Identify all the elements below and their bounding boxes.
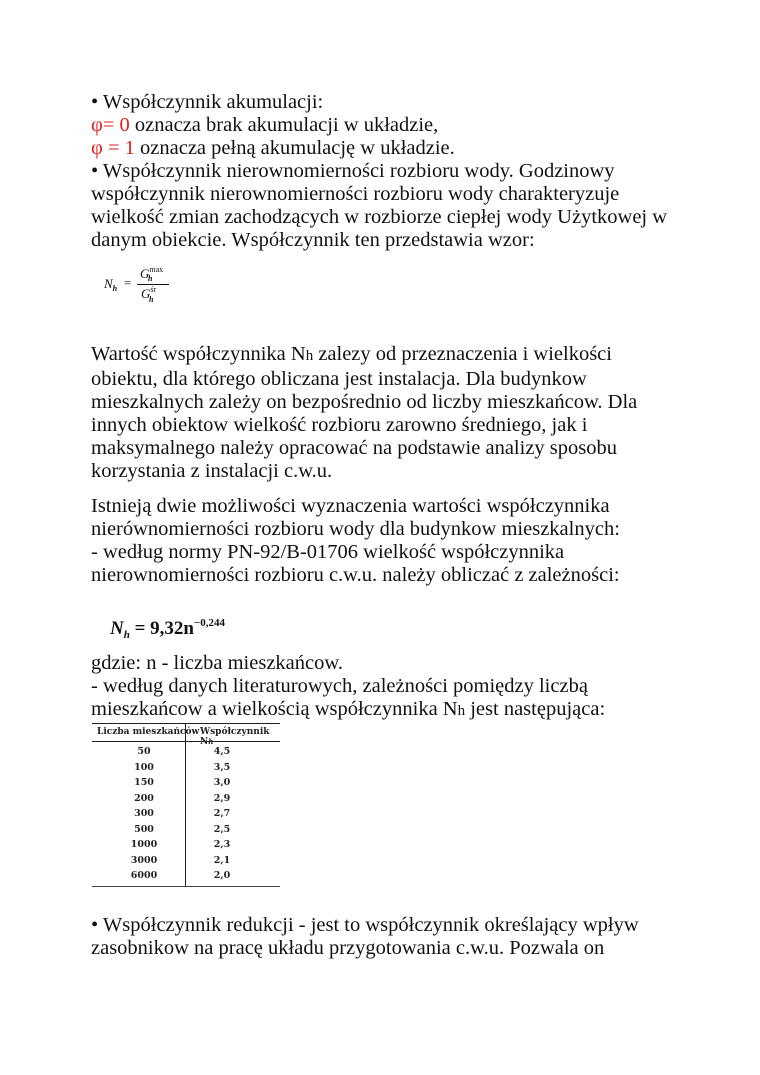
- formula2-exponent: −0,244: [194, 617, 226, 629]
- table-cell-residents: 300: [134, 808, 154, 819]
- paragraph-methods: [91, 495, 691, 587]
- table-cell-coefficient: 4,5: [213, 746, 231, 757]
- text-line: danym obiekcie. Współczynnik ten przedstawia wzor:: [91, 229, 535, 251]
- table-top-rule: [92, 723, 280, 724]
- table-header-residents: Liczba mieszkańców: [97, 727, 200, 737]
- formula2-rhs: = 9,32n: [129, 618, 195, 639]
- table-cell-coefficient: 2,5: [213, 823, 231, 835]
- paragraph-reduction: [91, 914, 691, 960]
- text-line: zasobnikow na pracę układu przygotowania c.w.u. Pozwala on: [91, 937, 605, 959]
- phi-one-text: oznacza pełną akumulację w układzie.: [134, 137, 455, 159]
- table-cell-coefficient: 2,3: [213, 839, 231, 850]
- table-cell-coefficient: 3,0: [213, 777, 231, 788]
- text-line: - według normy PN-92/B-01706 wielkość współczynnika: [91, 541, 565, 563]
- text-line: gdzie: n - liczba mieszkańcow.: [91, 652, 343, 674]
- text-line: innych obiektow wielkość rozbioru zarowno średniego, jak i: [91, 414, 588, 436]
- formula-nh-power: [110, 618, 270, 644]
- table-header-coefficient: Współczynnik Nh: [200, 727, 270, 747]
- table-cell-coefficient: 2,9: [213, 792, 231, 804]
- text-line: maksymalnego należy opracować na podstawie analizy sposobu: [91, 437, 617, 459]
- paragraph-accumulation: [91, 91, 691, 252]
- table-cell-residents: 3000: [130, 854, 158, 866]
- paragraph-nh-value: [91, 343, 691, 483]
- phi-one-symbol: φ = 1: [91, 137, 135, 159]
- formula1-equals: =: [124, 275, 132, 290]
- table-cell-coefficient: 2,0: [213, 870, 231, 881]
- table-cell-coefficient: 3,5: [213, 761, 231, 773]
- bullet-accumulation-heading: • Współczynnik akumulacji:: [91, 91, 324, 113]
- table-column-divider: [185, 723, 186, 887]
- text-line: Istnieją dwie możliwości wyznaczenia wartości współczynnika: [91, 495, 610, 517]
- phi-zero-text: oznacza brak akumulacji w układzie,: [129, 114, 439, 136]
- formula1-denominator-sub: h: [149, 295, 154, 304]
- table-cell-coefficient: 2,7: [213, 808, 231, 819]
- residents-coefficient-table: [92, 723, 280, 887]
- phi-zero-line: [91, 114, 691, 137]
- text-line: obiektu, dla którego obliczana jest instalacja. Dla budynkow: [91, 368, 587, 390]
- phi-zero-symbol: φ= 0: [91, 114, 130, 136]
- text-line: - według danych literaturowych, zależności pomiędzy liczbą: [91, 675, 588, 697]
- text-line: • Współczynnik redukcji - jest to współczynnik określający wpływ: [91, 914, 639, 936]
- formula-nh-ratio: [100, 264, 210, 310]
- text-line: nierównomierności rozbioru wody dla budynkow mieszkalnych:: [91, 518, 620, 540]
- formula1-denominator: $G^{śr}$: [141, 285, 157, 301]
- table-cell-residents: 200: [134, 792, 154, 804]
- phi-one-line: [91, 137, 691, 160]
- table-bottom-rule: [92, 886, 280, 887]
- text-line: wielkość zmian zachodzących w rozbiorze ciepłej wody Użytkowej w: [91, 206, 668, 228]
- text-line: korzystania z instalacji c.w.u.: [91, 460, 333, 482]
- text-line: nierownomierności rozbioru c.w.u. należy obliczać z zależności:: [91, 564, 620, 586]
- paragraph-literature: [91, 652, 691, 723]
- formula1-numerator-sub: h: [148, 274, 153, 283]
- nh-intro-line: Wartość współczynnika Nh zalezy od przeznaczenia i wielkości: [91, 343, 612, 365]
- text-line: współczynnik nierownomierności rozbioru wody charakteryzuje: [91, 183, 620, 205]
- table-cell-residents: 1000: [130, 839, 158, 850]
- table-cell-residents: 500: [134, 823, 154, 835]
- text-line: mieszkalnych zależy on bezpośrednio od liczby mieszkańcow. Dla: [91, 391, 638, 413]
- formula1-numerator: $G^{max}$: [140, 265, 164, 281]
- table-cell-residents: 50: [137, 746, 151, 757]
- table-cell-coefficient: 2,1: [213, 854, 231, 866]
- literature-line: mieszkańcow a wielkością współczynnika Nh jest następująca:: [91, 698, 606, 720]
- text-line: • Współczynnik nierownomierności rozbioru wody. Godzinowy: [91, 160, 615, 182]
- table-cell-residents: 150: [134, 777, 154, 788]
- table-cell-residents: 6000: [130, 870, 158, 881]
- table-cell-residents: 100: [134, 761, 154, 773]
- formula2-lhs: $N_h$: [110, 618, 130, 641]
- formula1-lhs: $N_h$: [104, 276, 118, 293]
